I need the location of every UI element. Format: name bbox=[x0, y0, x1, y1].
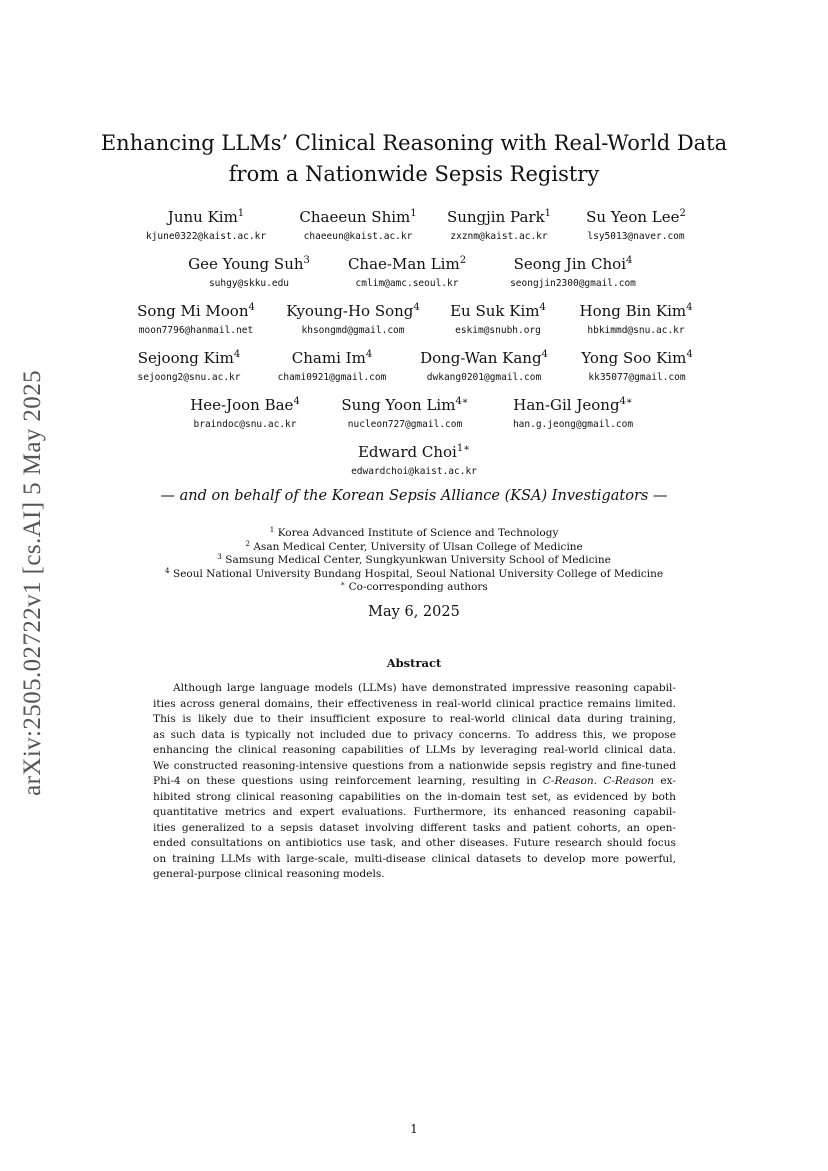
abstract-line: Although large language models (LLMs) have demonstrated impressive reasoning capabil- bbox=[173, 682, 676, 694]
affiliation-line bbox=[100, 565, 728, 582]
author-block bbox=[447, 208, 551, 243]
affil-mark: 1 bbox=[269, 525, 275, 534]
author-block bbox=[351, 443, 477, 478]
abstract-line: This is likely due to their insufficient exposure to real-world clinical data during training, bbox=[153, 713, 676, 725]
collaboration-note: — and on behalf of the Korean Sepsis Alliance (KSA) Investigators — bbox=[160, 488, 668, 504]
author-email: khsongmd@gmail.com bbox=[301, 325, 405, 336]
author-email: hbkimmd@snu.ac.kr bbox=[587, 325, 685, 336]
author-name: Seong Jin Choi bbox=[513, 255, 627, 273]
author-affil-mark: 4 bbox=[539, 302, 546, 313]
abstract-line: quantitative metrics and expert evaluations. Furthermore, its enhanced reasoning capabil- bbox=[153, 806, 676, 818]
author-affil-mark: 4 bbox=[293, 396, 300, 407]
author-name: Sung Yoon Lim bbox=[341, 396, 456, 414]
author-name: Han-Gil Jeong bbox=[513, 396, 620, 414]
author-affil-mark: 4 bbox=[248, 302, 255, 313]
author-block bbox=[138, 349, 241, 384]
author-block bbox=[137, 302, 255, 337]
author-block bbox=[188, 255, 310, 290]
author-name: Chaeeun Shim bbox=[299, 208, 411, 226]
author-affil-mark: 4 bbox=[686, 302, 693, 313]
author-email: chaeeun@kaist.ac.kr bbox=[303, 231, 413, 242]
affil-mark: ∗ bbox=[340, 579, 346, 588]
affil-text: Samsung Medical Center, Sungkyunkwan University School of Medicine bbox=[225, 554, 611, 566]
author-affil-mark: 4 bbox=[686, 349, 693, 360]
author-email: cmlim@amc.seoul.kr bbox=[355, 278, 459, 289]
author-name: Song Mi Moon bbox=[137, 302, 249, 320]
publication-date: May 6, 2025 bbox=[368, 604, 460, 620]
author-email: nucleon727@gmail.com bbox=[347, 419, 463, 430]
author-email: chami0921@gmail.com bbox=[277, 372, 387, 383]
author-name: Su Yeon Lee bbox=[586, 208, 680, 226]
affil-mark: 2 bbox=[245, 538, 250, 548]
abstract-line: on training LLMs with large-scale, multi-disease clinical datasets to develop more powerful, bbox=[153, 852, 676, 865]
author-affil-mark: 1∗ bbox=[456, 443, 470, 454]
author-email: moon7796@hanmail.net bbox=[138, 325, 254, 336]
author-affil-mark: 4∗ bbox=[455, 396, 469, 407]
author-name: Chae-Man Lim bbox=[347, 255, 460, 273]
affil-text: Co-corresponding authors bbox=[348, 581, 488, 593]
author-block bbox=[420, 349, 548, 384]
author-block bbox=[341, 396, 468, 431]
author-affil-mark: 3 bbox=[303, 255, 310, 266]
author-affil-mark: 4∗ bbox=[619, 396, 633, 407]
abstract-heading: Abstract bbox=[386, 656, 442, 670]
paper-title bbox=[100, 128, 728, 190]
author-name: Edward Choi bbox=[357, 443, 457, 461]
page-number: 1 bbox=[410, 1122, 418, 1136]
author-name: Sungjin Park bbox=[446, 208, 545, 226]
affil-mark: 4 bbox=[164, 565, 170, 575]
affiliations bbox=[100, 527, 728, 595]
author-email: edwardchoi@kaist.ac.kr bbox=[351, 466, 477, 477]
author-block bbox=[450, 302, 546, 337]
abstract-line: general-purpose clinical reasoning models. bbox=[153, 868, 385, 880]
author-block bbox=[580, 302, 693, 337]
author-affil-mark: 4 bbox=[233, 349, 241, 360]
affil-text: Asan Medical Center, University of Ulsan College of Medicine bbox=[253, 540, 583, 553]
affiliation-line bbox=[100, 581, 728, 595]
author-email: braindoc@snu.ac.kr bbox=[193, 419, 297, 430]
author-block bbox=[510, 255, 636, 290]
author-block bbox=[581, 349, 692, 384]
author-email: sejoong2@snu.ac.kr bbox=[137, 372, 241, 383]
abstract-line: as such data is typically not included due to privacy concerns. To address this, we propose bbox=[153, 728, 676, 741]
author-email: kjune0322@kaist.ac.kr bbox=[145, 231, 267, 242]
author-name: Eu Suk Kim bbox=[450, 302, 540, 320]
author-block bbox=[278, 349, 387, 384]
author-name: Dong-Wan Kang bbox=[420, 349, 542, 367]
affiliation-line bbox=[100, 527, 728, 541]
author-name: Gee Young Suh bbox=[188, 255, 304, 273]
affil-text: Seoul National University Bundang Hospital, Seoul National University College of Medicine bbox=[173, 567, 664, 580]
author-name: Hee-Joon Bae bbox=[190, 396, 294, 414]
author-block bbox=[146, 208, 266, 243]
author-name: Sejoong Kim bbox=[137, 349, 234, 367]
abstract-line: enhancing the clinical reasoning capabilities of LLMs by leveraging real-world clinical data. bbox=[153, 744, 676, 756]
abstract-line: We constructed reasoning-intensive questions from a nationwide sepsis registry and fine-tuned bbox=[153, 759, 676, 772]
author-name: Kyoung-Ho Song bbox=[286, 302, 414, 320]
author-affil-mark: 2 bbox=[459, 255, 467, 266]
author-affil-mark: 4 bbox=[541, 349, 548, 360]
author-email: eskim@snubh.org bbox=[455, 325, 541, 336]
affiliation-line bbox=[100, 554, 728, 568]
abstract-line: Phi-4 on these questions using reinforcement learning, resulting in C-Reason. C-Reason ex- bbox=[153, 775, 676, 787]
abstract-line: ended consultations on antibiotics use task, and other diseases. Future research should focus bbox=[153, 837, 676, 849]
author-block bbox=[299, 208, 416, 243]
author-name: Hong Bin Kim bbox=[579, 302, 687, 320]
author-affil-mark: 4 bbox=[365, 349, 373, 360]
title-line: from a Nationwide Sepsis Registry bbox=[228, 162, 600, 186]
author-email: lsy5013@naver.com bbox=[587, 231, 685, 242]
author-block bbox=[586, 208, 686, 243]
author-affil-mark: 2 bbox=[679, 208, 686, 219]
abstract-body bbox=[153, 681, 676, 883]
author-affil-mark: 1 bbox=[237, 208, 245, 219]
author-block bbox=[513, 396, 633, 431]
affiliation-line bbox=[100, 538, 728, 555]
affil-text: Korea Advanced Institute of Science and Technology bbox=[277, 527, 559, 539]
affil-mark: 3 bbox=[217, 552, 222, 561]
author-email: kk35077@gmail.com bbox=[588, 372, 686, 383]
author-affil-mark: 1 bbox=[410, 208, 417, 219]
author-name: Junu Kim bbox=[167, 208, 238, 226]
author-name: Yong Soo Kim bbox=[581, 349, 687, 367]
abstract-line: ities generalized to a sepsis dataset involving different tasks and patient cohorts, an open- bbox=[153, 821, 676, 834]
author-email: seongjin2300@gmail.com bbox=[510, 278, 636, 289]
author-block bbox=[286, 302, 420, 337]
abstract-line: ities across general domains, their effectiveness in real-world clinical practice remains limited. bbox=[153, 697, 676, 710]
author-email: dwkang0201@gmail.com bbox=[426, 372, 542, 383]
author-email: zxznm@kaist.ac.kr bbox=[450, 231, 548, 242]
arxiv-identifier: arXiv:2505.02722v1 [cs.AI] 5 May 2025 bbox=[19, 370, 46, 796]
author-block bbox=[348, 255, 466, 290]
author-affil-mark: 1 bbox=[544, 208, 552, 219]
title-line: Enhancing LLMs’ Clinical Reasoning with Real-World Data bbox=[100, 131, 728, 155]
abstract-line: hibited strong clinical reasoning capabilities on the in-domain test set, as evidenced by both bbox=[153, 790, 676, 803]
author-block bbox=[190, 396, 300, 431]
author-affil-mark: 4 bbox=[413, 302, 420, 313]
author-email: han.g.jeong@gmail.com bbox=[512, 419, 634, 430]
author-email: suhgy@skku.edu bbox=[208, 278, 290, 289]
author-name: Chami Im bbox=[291, 349, 366, 367]
author-affil-mark: 4 bbox=[626, 255, 633, 266]
